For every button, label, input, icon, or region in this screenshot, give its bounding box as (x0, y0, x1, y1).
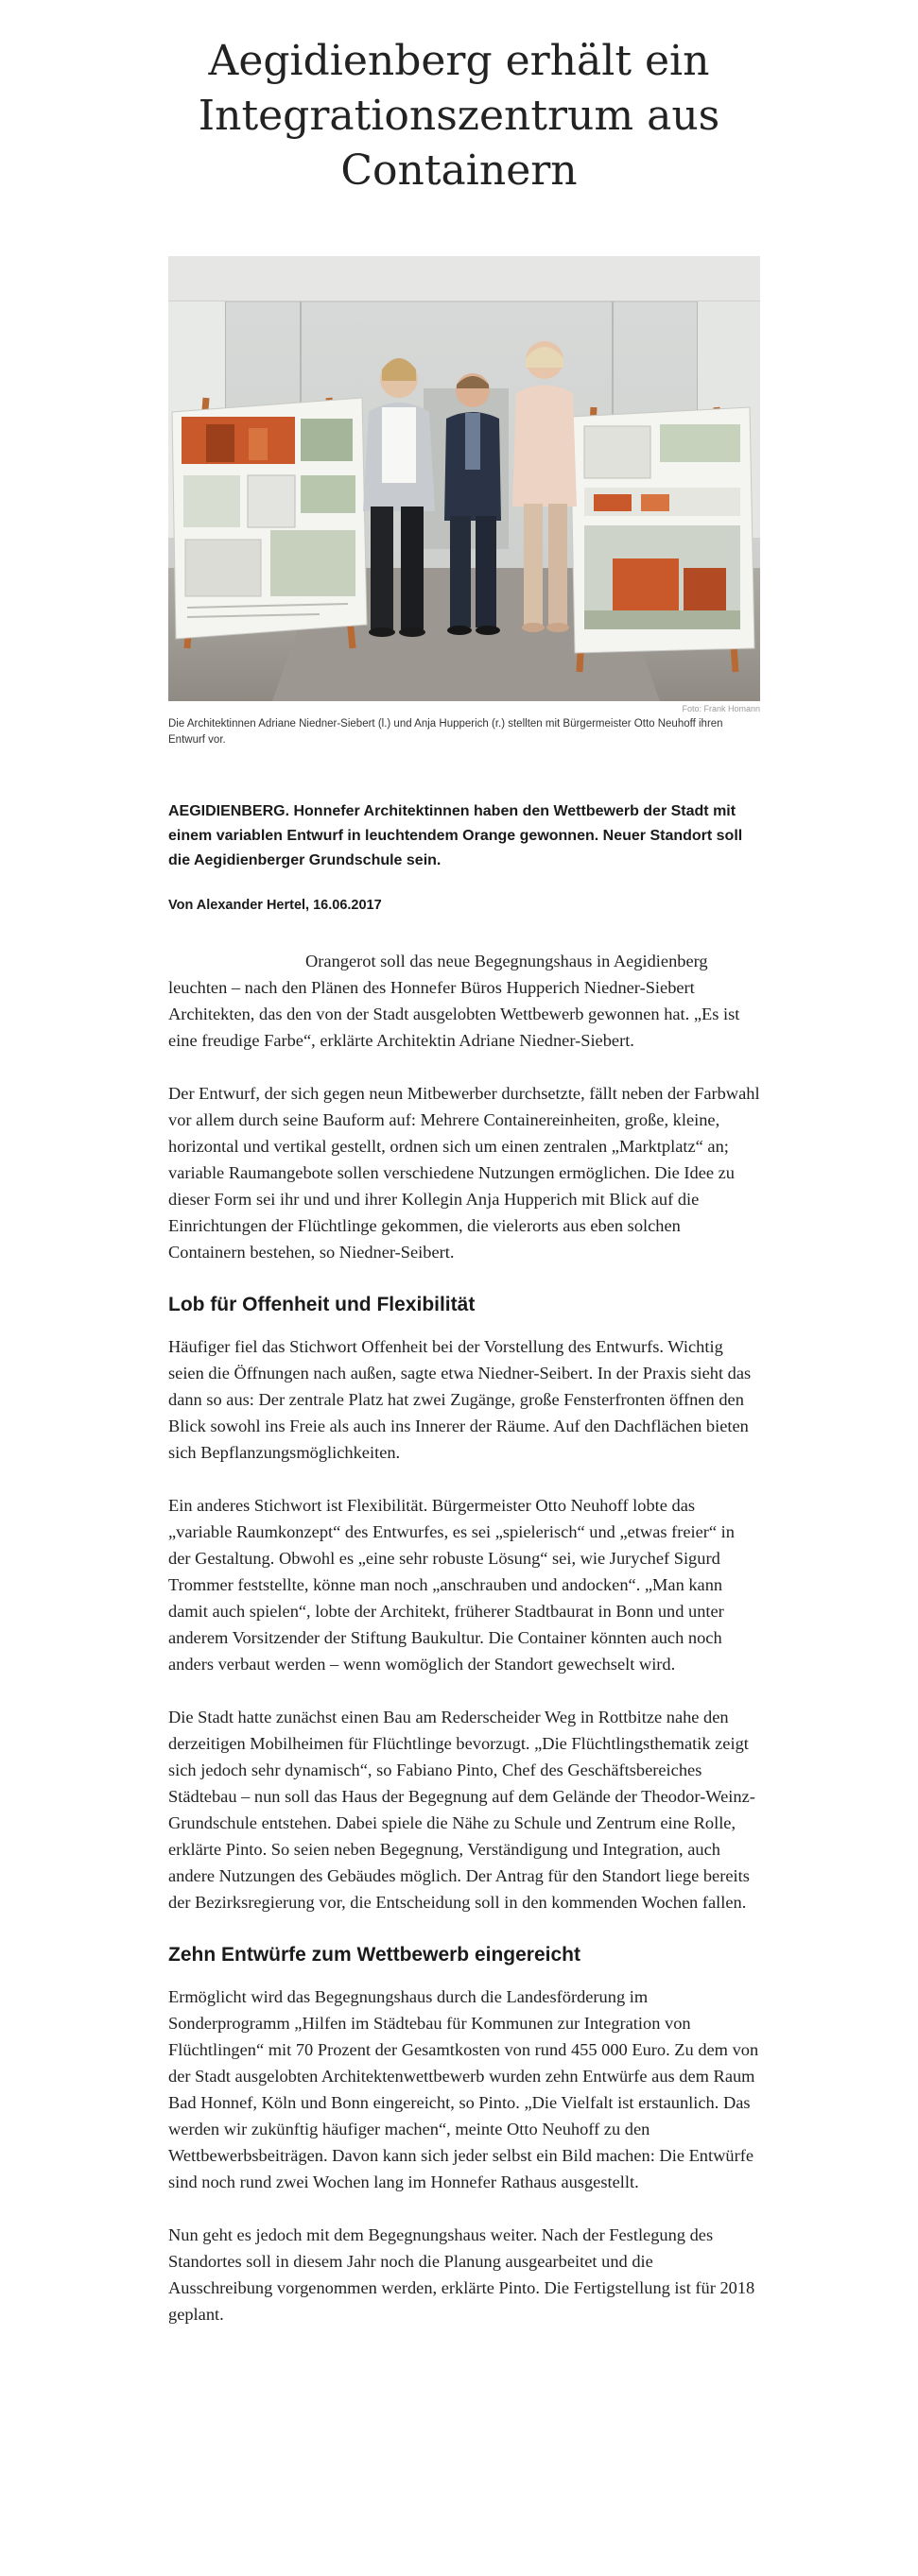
article-photo (168, 256, 760, 701)
article-lead: AEGIDIENBERG. Honnefer Architektinnen haben den Wettbewerb der Stadt mit einem variablen Entwurf in leuchtendem Orange gewonnen. Neuer Standort soll die Aegidienberger Grundschule sein. (168, 803, 743, 868)
paragraph: Nun geht es jedoch mit dem Begegnungshaus weiter. Nach der Festlegung des Standortes soll in diesem Jahr noch die Planung ausgearbeitet und die Ausschreibung vorgenommen werden, erklärte Pinto. Die Fertigstellung ist für 2018 geplant. (168, 2225, 755, 2324)
photo-caption: Die Architektinnen Adriane Niedner-Siebert (l.) und Anja Hupperich (r.) stellten mit Bürgermeister Otto Neuhoff ihren Entwurf vor. (168, 718, 723, 746)
paragraph: Der Entwurf, der sich gegen neun Mitbewerber durchsetzte, fällt neben der Farbwahl vor allem durch seine Bauform auf: Mehrere Containereinheiten, große, kleine, horizontal und vertikal gestellt, ordnen sich um einen zentralen „Marktplatz“ an; variable Raumangebote sollen verschiedene Nutzungen ermöglichen. Die Idee zu dieser Form sei ihr und und ihrer Kollegin Anja Hupperich mit Blick auf die Einrichtungen der Flüchtlinge gekommen, die vielerorts aus eben solchen Containern bestehen, so Niedner-Seibert. (168, 1084, 760, 1262)
article-byline: Von Alexander Hertel, 16.06.2017 (168, 898, 382, 913)
subheading: Zehn Entwürfe zum Wettbewerb eingereicht (168, 1944, 580, 1966)
right-poster (570, 407, 754, 672)
article-figure (168, 256, 760, 748)
article-title: Aegidienberg erhält ein Integrationszentrum aus Containern (198, 37, 720, 195)
article-body (168, 948, 760, 2354)
paragraph: Ein anderes Stichwort ist Flexibilität. Bürgermeister Otto Neuhoff lobte das „variable Raumkonzept“ des Entwurfes, es sei „spielerisch“ und „etwas freier“ in der Gestaltung. Obwohl es „eine sehr robuste Lösung“ sei, wie Jurychef Sigurd Trommer feststellte, könne man noch „anschrauben und andocken“. „Man kann damit auch spielen“, lobte der Architekt, früherer Stadtbaurat in Bonn und unter anderem Vorsitzender der Stiftung Baukultur. Die Container könnten auch noch anders verbaut werden – wenn womöglich der Standort gewechselt wird. (168, 1496, 735, 1674)
paragraph: Die Stadt hatte zunächst einen Bau am Rederscheider Weg in Rottbitze nahe den derzeitigen Mobilheimen für Flüchtlinge bevorzugt. „Die Flüchtlingsthematik zeigt sich jedoch sehr dynamisch“, so Fabiano Pinto, Chef des Geschäftsbereiches Städtebau – nun soll das Haus der Begegnung auf dem Gelände der Theodor-Weinz-Grundschule entstehen. Dabei spiele die Nähe zu Schule und Zentrum eine Rolle, erklärte Pinto. So seien neben Begegnung, Verständigung und Integration, auch andere Nutzungen des Gebäudes möglich. Der Antrag für den Standort liege bereits der Bezirksregierung vor, die Entscheidung soll in den kommenden Wochen fallen. (168, 1708, 755, 1912)
paragraph: Ermöglicht wird das Begegnungshaus durch die Landesförderung im Sonderprogramm „Hilfen im Städtebau für Kommunen zur Integration von Flüchtlingen“ mit 70 Prozent der Gesamtkosten von rund 455 000 Euro. Zu dem von der Stadt ausgelobten Architektenwettbewerb wurden zehn Entwürfe aus dem Raum Bad Honnef, Köln und Bonn eingereicht, so Pinto. „Die Vielfalt ist erstaunlich. Das werden wir zukünftig häufiger machen“, meinte Otto Neuhoff zu den Wettbewerbsbeiträgen. Davon kann sich jeder selbst ein Bild machen: Die Entwürfe sind noch rund zwei Wochen lang im Honnefer Rathaus ausgestellt. (168, 1987, 759, 2191)
photo-credit: Foto: Frank Homann (682, 704, 760, 713)
paragraph: Orangerot soll das neue Begegnungshaus in Aegidienberg leuchten – nach den Plänen des Honnefer Büros Hupperich Niedner-Siebert Architekten, das den von der Stadt ausgelobten Wettbewerb gewonnen hat. „Es ist eine freudige Farbe“, erklärte Architektin Adriane Niedner-Siebert. (168, 952, 740, 1050)
left-poster (172, 398, 367, 648)
subheading: Lob für Offenheit und Flexibilität (168, 1294, 476, 1315)
paragraph: Häufiger fiel das Stichwort Offenheit bei der Vorstellung des Entwurfs. Wichtig seien die Öffnungen nach außen, sagte etwa Niedner-Seibert. In der Praxis sieht das dann so aus: Der zentrale Platz hat zwei Zugänge, große Fensterfronten öffnen den Blick sowohl ins Freie als auch ins Innerer der Räume. Auf den Dachflächen bieten sich Bepflanzungsmöglichkeiten. (168, 1337, 752, 1462)
